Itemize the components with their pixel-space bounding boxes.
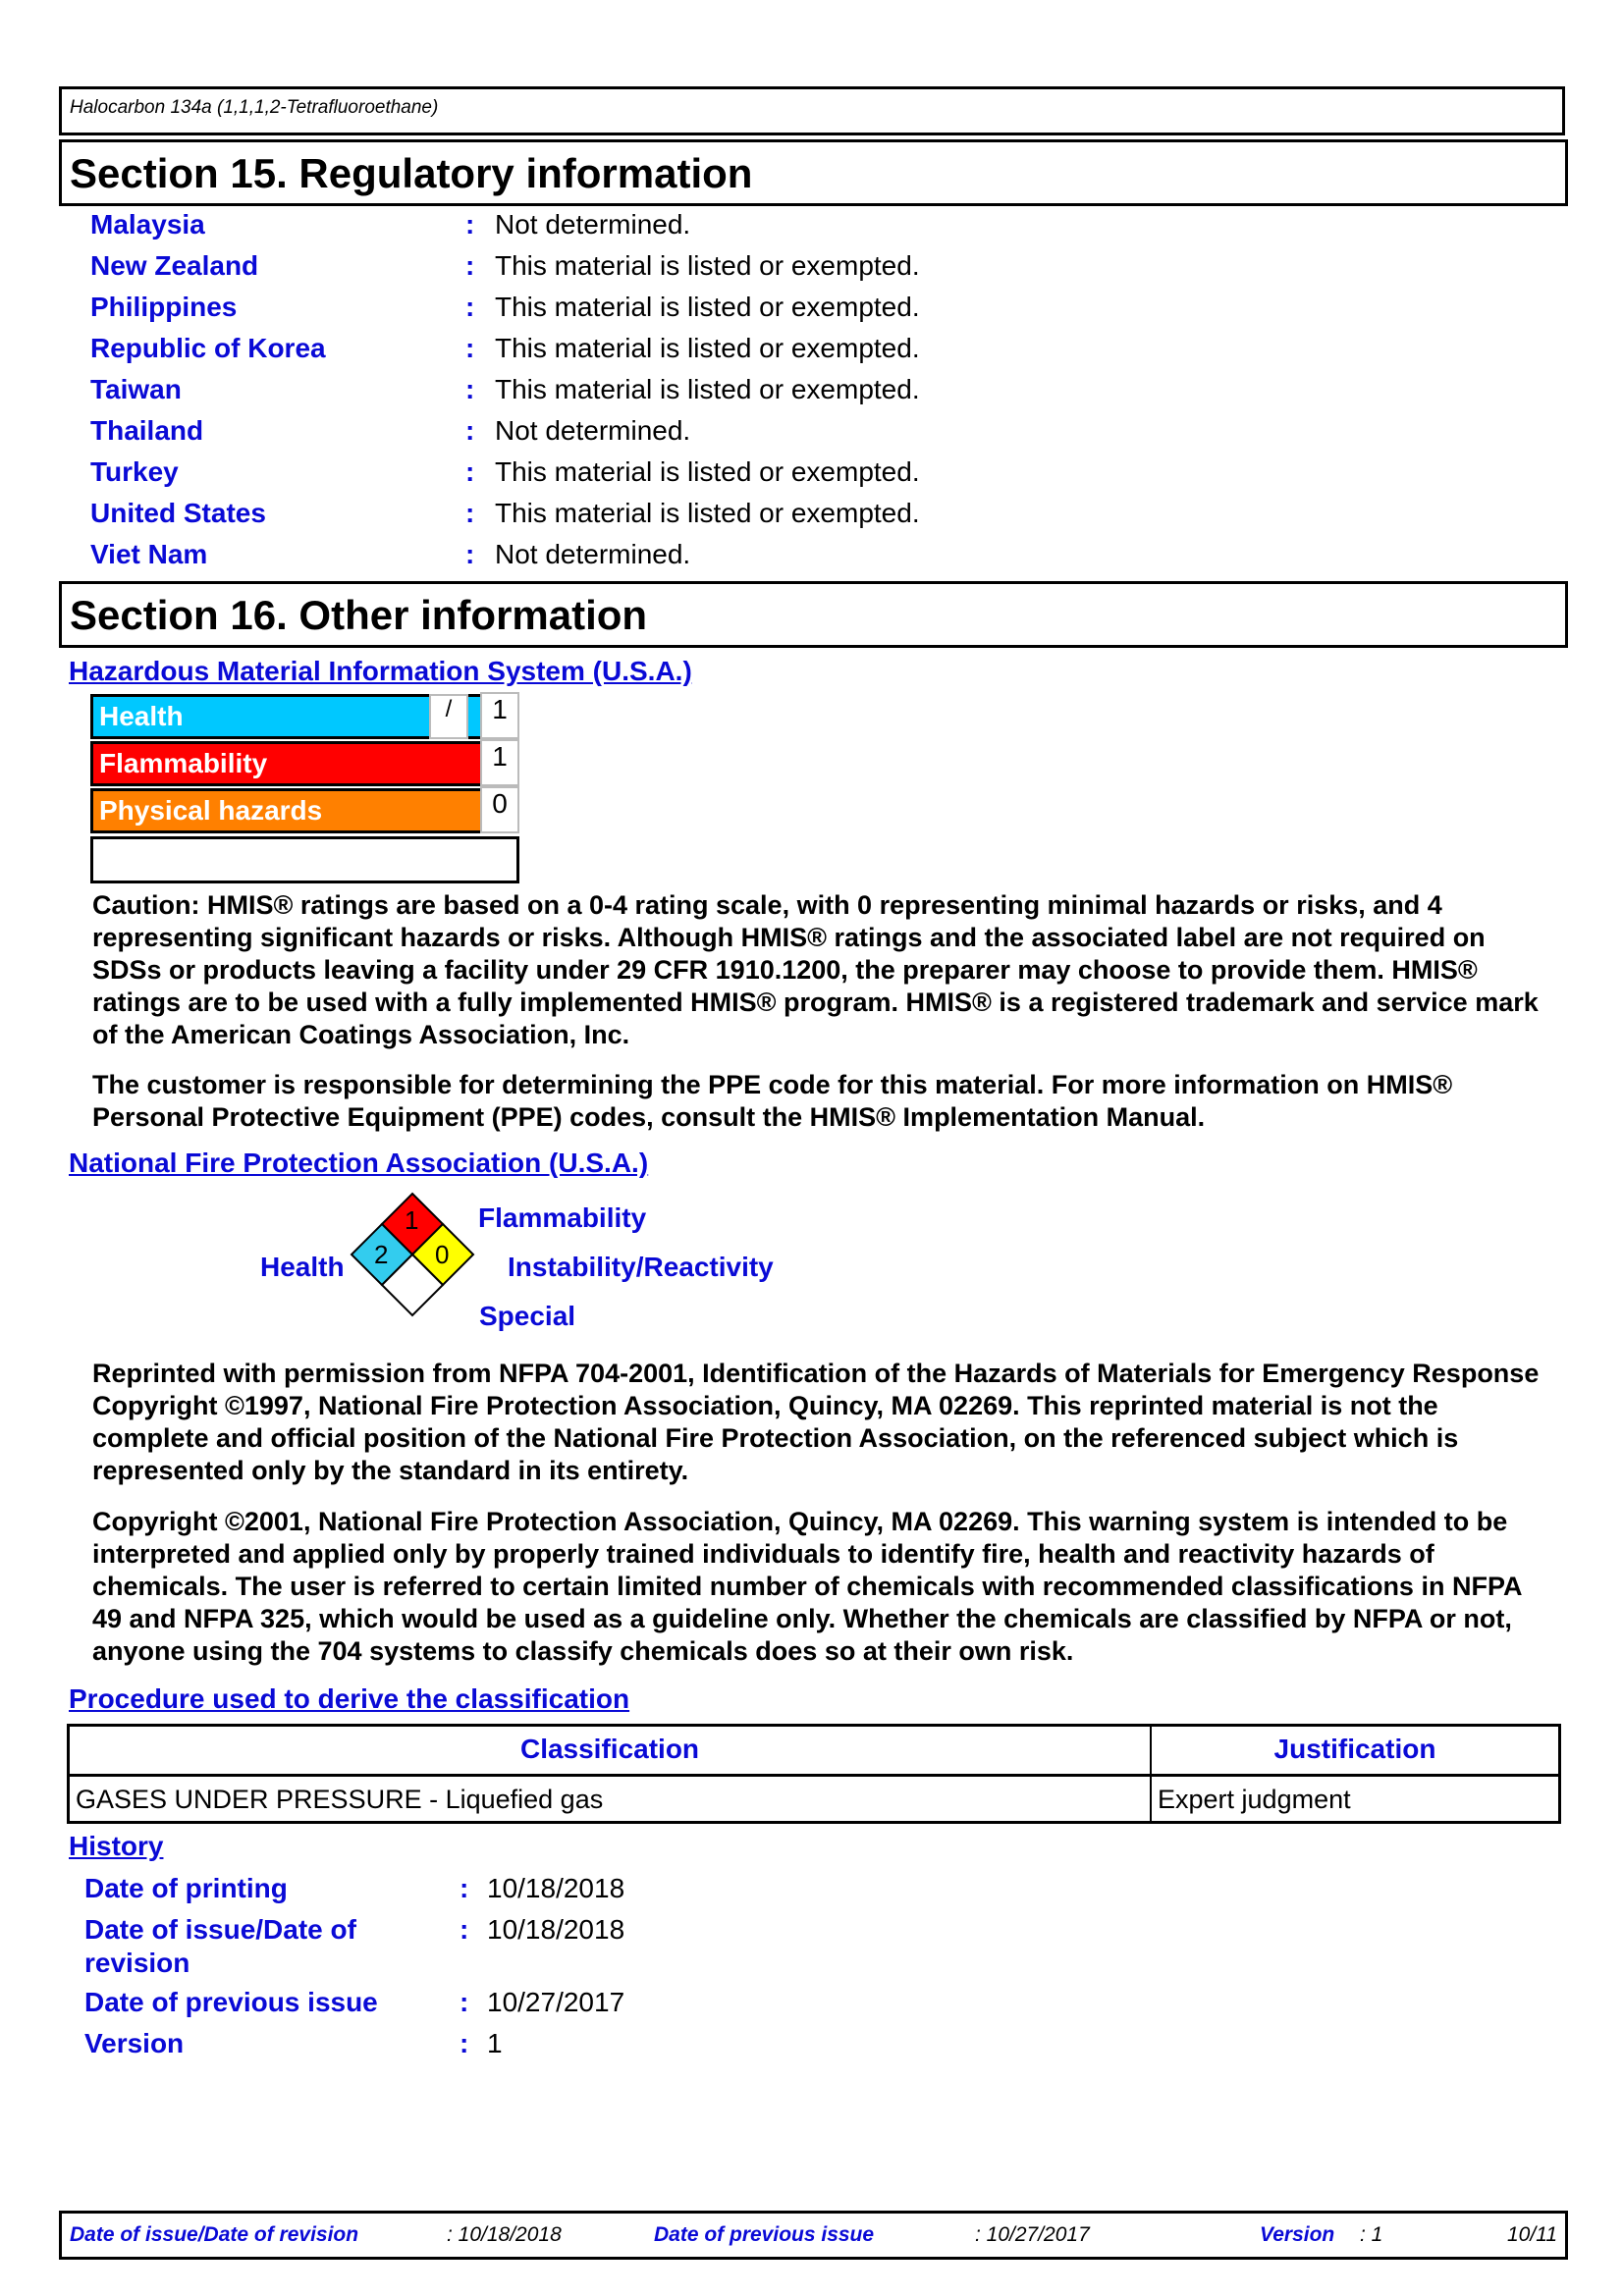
colon: :: [460, 1987, 469, 2017]
history-value: 1: [487, 2028, 503, 2058]
hmis-ppe-note: The customer is responsible for determining the PPE code for this material. For more information on HMIS® Personal Protective Equipment (PPE) codes, consult the HMIS® Implementation Manual.: [92, 1070, 1453, 1132]
hmis-physical-bar: [90, 788, 483, 833]
inventory-status: This material is listed or exempted.: [495, 456, 920, 487]
column-header-justification: Justification: [1273, 1734, 1436, 1764]
nfpa-instability-label: Instability/Reactivity: [508, 1252, 774, 1282]
inventory-country: Philippines: [90, 292, 238, 322]
document-header: [59, 86, 1565, 135]
inventory-country: Thailand: [90, 415, 204, 446]
colon: :: [465, 292, 475, 322]
justification-cell: Expert judgment: [1158, 1785, 1351, 1814]
hmis-label: [90, 692, 519, 884]
nfpa-heading-link[interactable]: National Fire Protection Association (U.S.A.): [69, 1148, 649, 1178]
footer-previous-value: : 10/27/2017: [975, 2223, 1090, 2246]
colon: :: [465, 539, 475, 569]
inventory-status: Not determined.: [495, 209, 691, 240]
inventory-row: [90, 539, 1465, 578]
colon: :: [465, 209, 475, 240]
hmis-physical-value: 0: [480, 786, 519, 833]
section-16-title: Section 16. Other information: [70, 592, 648, 638]
inventory-country: Taiwan: [90, 374, 182, 404]
history-label: Version: [84, 2028, 185, 2058]
colon: :: [465, 374, 475, 404]
nfpa-special-label: Special: [479, 1301, 576, 1331]
column-header-classification: Classification: [519, 1734, 700, 1764]
inventory-status: Not determined.: [495, 415, 691, 446]
history-value: 10/18/2018: [487, 1914, 625, 1945]
inventory-country: United States: [90, 498, 266, 528]
inventory-status: This material is listed or exempted.: [495, 374, 920, 404]
hmis-chronic-indicator: /: [429, 694, 468, 739]
nfpa-flammability-label: Flammability: [478, 1202, 647, 1233]
page-number: 10/11: [1507, 2223, 1557, 2246]
hmis-caution-text: Caution: HMIS® ratings are based on a 0-4 rating scale, with 0 representing minimal hazards or risks, and 4 representing significant hazards or risks. Although HMIS® ratings and the associated label are not required on SDSs or products leaving a facility under 29 CFR 1910.1200, the preparer may choose to provide them. HMIS® ratings are to be used with a fully implemented HMIS® program. HMIS® is a registered trademark and service mark of the American Coatings Association, Inc.: [92, 890, 1539, 1049]
product-name: Halocarbon 134a (1,1,1,2-Tetrafluoroethane): [70, 97, 439, 118]
hmis-health-label: Health: [99, 701, 184, 731]
inventory-row: [90, 415, 1465, 454]
colon: :: [460, 2028, 469, 2058]
inventory-row: [90, 456, 1465, 496]
nfpa-flammability-value: 1: [405, 1205, 419, 1235]
nfpa-copyright-note: Copyright ©2001, National Fire Protection Association, Quincy, MA 02269. This warning system is intended to be interpreted and applied only by properly trained individuals to identify fire, health and reactivity hazards of chemicals. The user is referred to certain limited number of chemicals with recommended classifications in NFPA 49 and NFPA 325, which would be used as a guideline only. Whether the chemicals are classified by NFPA or not, anyone using the 704 systems to classify chemicals does so at their own risk.: [92, 1507, 1522, 1666]
history-value: 10/27/2017: [487, 1987, 625, 2017]
inventory-status: This material is listed or exempted.: [495, 333, 920, 363]
section-15-header: [59, 139, 1568, 206]
footer-issue-label: Date of issue/Date of revision: [70, 2223, 359, 2246]
inventory-row: [90, 498, 1465, 537]
inventory-country: Malaysia: [90, 209, 205, 240]
inventory-row: [90, 374, 1465, 413]
nfpa-instability-value: 0: [435, 1240, 450, 1269]
history-value: 10/18/2018: [487, 1873, 625, 1903]
classification-cell: GASES UNDER PRESSURE - Liquefied gas: [76, 1785, 604, 1814]
hmis-heading-link[interactable]: Hazardous Material Information System (U.S.A.): [69, 656, 692, 686]
inventory-row: [90, 250, 1465, 290]
colon: :: [465, 498, 475, 528]
inventory-country: Turkey: [90, 456, 179, 487]
inventory-country: Viet Nam: [90, 539, 208, 569]
footer-version-label: Version: [1260, 2223, 1335, 2246]
hmis-physical-label: Physical hazards: [99, 795, 323, 826]
hmis-health-value: 1: [480, 692, 519, 739]
hmis-health-bar: [90, 694, 483, 739]
procedure-heading-link[interactable]: Procedure used to derive the classification: [69, 1683, 630, 1714]
history-label: Date of issue/Date of revision: [84, 1914, 356, 1978]
inventory-row: [90, 209, 1465, 248]
section-15-title: Section 15. Regulatory information: [70, 150, 753, 196]
history-label: Date of previous issue: [84, 1987, 378, 2017]
page-footer: [59, 2211, 1568, 2260]
classification-table: [67, 1724, 1561, 1824]
nfpa-health-label: Health: [260, 1252, 345, 1282]
colon: :: [465, 250, 475, 281]
section-16-header: [59, 581, 1568, 648]
footer-version-value: : 1: [1360, 2223, 1383, 2246]
footer-previous-label: Date of previous issue: [654, 2223, 875, 2246]
inventory-row: [90, 333, 1465, 372]
history-label: Date of printing: [84, 1873, 288, 1903]
colon: :: [460, 1914, 469, 1945]
hmis-flammability-value: 1: [480, 739, 519, 786]
hmis-flammability-label: Flammability: [99, 748, 268, 778]
footer-issue-value: : 10/18/2018: [447, 2223, 562, 2246]
colon: :: [460, 1873, 469, 1903]
nfpa-reprint-note: Reprinted with permission from NFPA 704-2001, Identification of the Hazards of Materials for Emergency Response Copyright ©1997, National Fire Protection Association, Quincy, MA 02269. This reprinted material is not the complete and official position of the National Fire Protection Association, on the referenced subject which is represented only by the standard in its entirety.: [92, 1359, 1540, 1485]
inventory-status: This material is listed or exempted.: [495, 250, 920, 281]
colon: :: [465, 333, 475, 363]
inventory-country: New Zealand: [90, 250, 259, 281]
inventory-status: Not determined.: [495, 539, 691, 569]
hmis-flammability-bar: [90, 741, 483, 786]
nfpa-health-value: 2: [374, 1240, 389, 1269]
inventory-row: [90, 292, 1465, 331]
hmis-ppe-box: [90, 836, 519, 883]
inventory-country: Republic of Korea: [90, 333, 326, 363]
inventory-status: This material is listed or exempted.: [495, 498, 920, 528]
history-heading-link[interactable]: History: [69, 1831, 164, 1861]
colon: :: [465, 456, 475, 487]
inventory-status: This material is listed or exempted.: [495, 292, 920, 322]
colon: :: [465, 415, 475, 446]
